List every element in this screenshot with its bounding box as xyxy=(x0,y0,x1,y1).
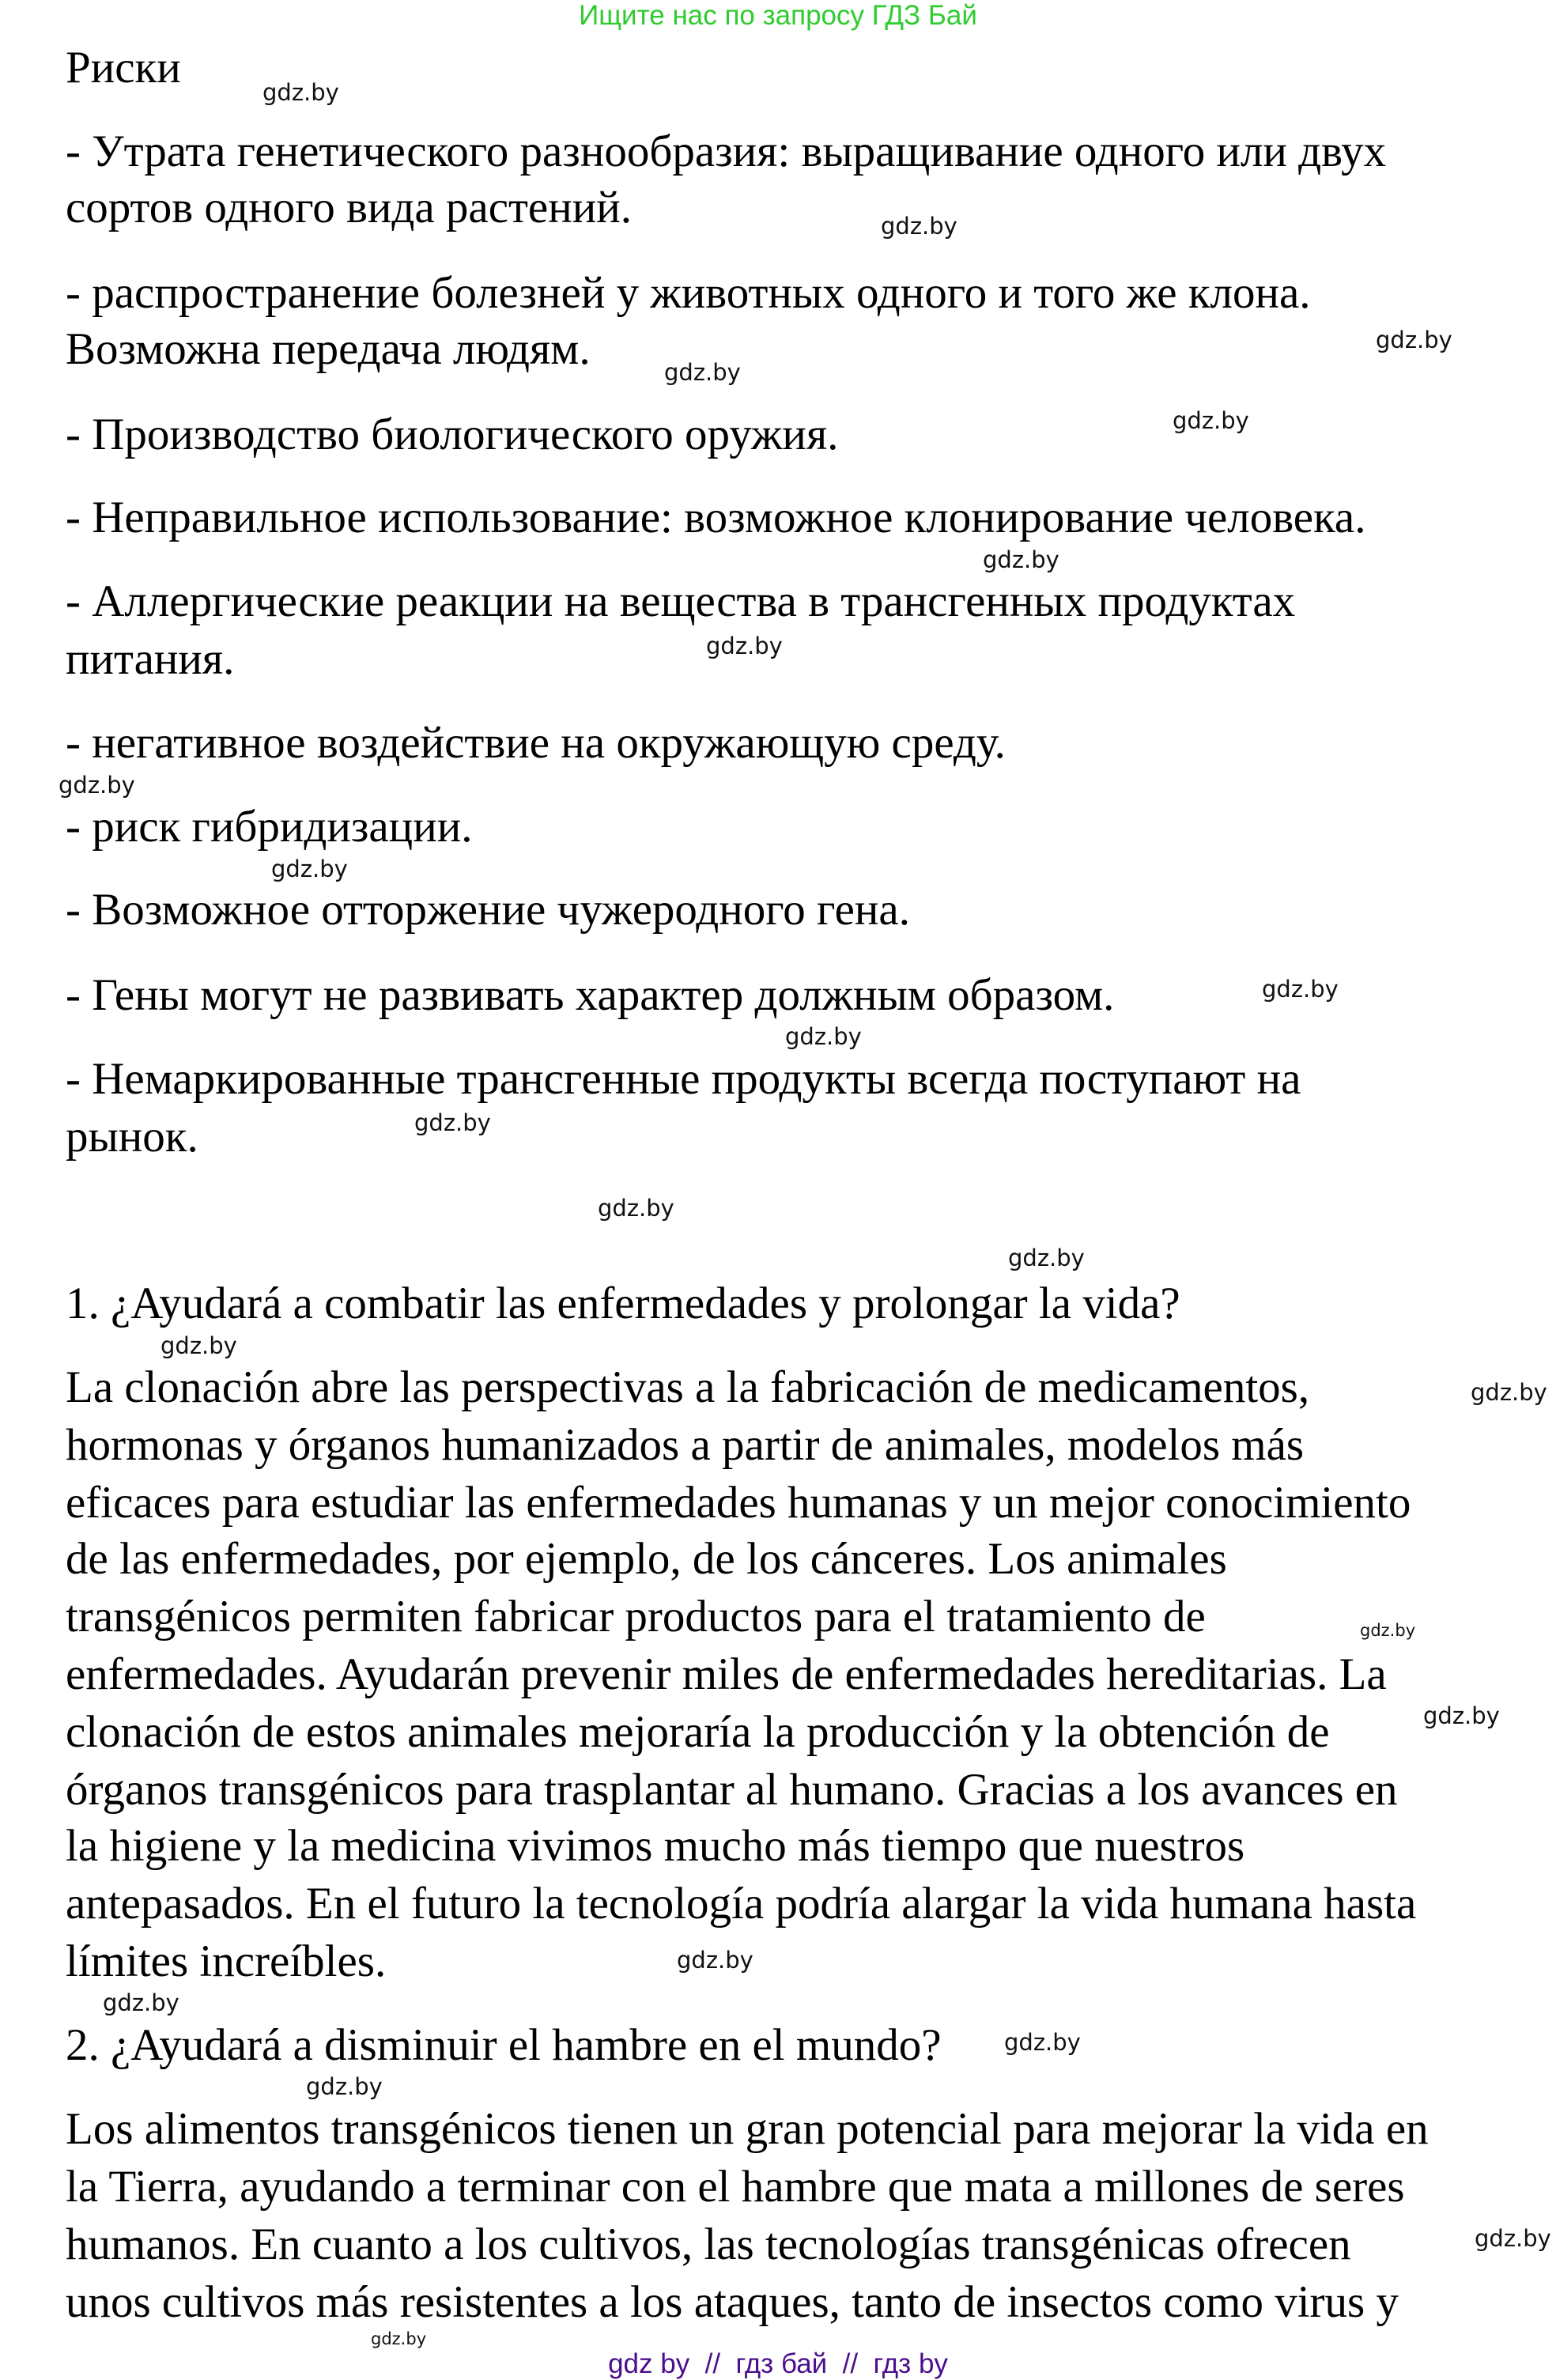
text-line: antepasados. En el futuro la tecnología podría alargar la vida humana hasta xyxy=(66,1879,1417,1929)
watermark: gdz.by xyxy=(371,2329,427,2348)
text-line: límites increíbles. xyxy=(66,1936,387,1986)
text-line: eficaces para estudiar las enfermedades humanas y un mejor conocimiento xyxy=(66,1478,1411,1528)
text-line: - Производство биологического оружия. xyxy=(66,410,839,459)
watermark: gdz.by xyxy=(103,1989,179,2016)
watermark: gdz.by xyxy=(1376,327,1452,353)
question-heading: 2. ¿Ayudará a disminuir el hambre en el mundo? xyxy=(66,2020,942,2070)
text-line: clonación de estos animales mejoraría la producción y la obtención de xyxy=(66,1707,1330,1757)
text-line: Возможна передача людям. xyxy=(66,324,591,374)
text-line: - Гены могут не развивать характер должным образом. xyxy=(66,970,1115,1020)
watermark: gdz.by xyxy=(161,1332,237,1359)
watermark: gdz.by xyxy=(1475,2225,1551,2252)
text-line: la Tierra, ayudando a terminar con el hambre que mata a millones de seres xyxy=(66,2162,1405,2212)
text-line: órganos transgénicos para trasplantar al humano. Gracias a los avances en xyxy=(66,1765,1398,1815)
text-line: unos cultivos más resistentes a los ataques, tanto de insectos como virus y xyxy=(66,2277,1399,2327)
search-banner: Ищите нас по запросу ГДЗ Бай xyxy=(579,0,977,31)
watermark: gdz.by xyxy=(1262,976,1339,1003)
watermark: gdz.by xyxy=(664,359,741,386)
watermark: gdz.by xyxy=(1004,2029,1081,2056)
section-title: Риски xyxy=(66,43,181,93)
text-line: La clonación abre las perspectivas a la fabricación de medicamentos, xyxy=(66,1362,1310,1412)
text-line: - риск гибридизации. xyxy=(66,802,473,852)
watermark: gdz.by xyxy=(1008,1245,1085,1271)
watermark: gdz.by xyxy=(414,1109,491,1136)
watermark: gdz.by xyxy=(706,633,783,659)
watermark: gdz.by xyxy=(262,79,339,106)
watermark: gdz.by xyxy=(881,213,957,240)
watermark: gdz.by xyxy=(59,772,135,799)
text-line: la higiene y la medicina vivimos mucho más tiempo que nuestros xyxy=(66,1821,1245,1871)
watermark: gdz.by xyxy=(785,1023,862,1050)
question-heading: 1. ¿Ayudará a combatir las enfermedades y prolongar la vida? xyxy=(66,1279,1180,1328)
text-line: рынок. xyxy=(66,1112,198,1162)
watermark: gdz.by xyxy=(306,2073,383,2100)
text-line: - Возможное отторжение чужеродного гена. xyxy=(66,885,910,935)
watermark: gdz.by xyxy=(1360,1621,1416,1640)
footer-links: gdz by // гдз бай // гдз by xyxy=(608,2348,948,2379)
watermark: gdz.by xyxy=(1471,1379,1547,1406)
text-line: сортов одного вида растений. xyxy=(66,183,632,232)
text-line: de las enfermedades, por ejemplo, de los cánceres. Los animales xyxy=(66,1534,1227,1584)
text-line: - негативное воздействие на окружающую среду. xyxy=(66,718,1006,768)
text-line: - Утрата генетического разнообразия: выращивание одного или двух xyxy=(66,127,1387,176)
text-line: питания. xyxy=(66,634,235,684)
text-line: - Немаркированные трансгенные продукты всегда поступают на xyxy=(66,1054,1301,1104)
watermark: gdz.by xyxy=(598,1195,674,1222)
watermark: gdz.by xyxy=(677,1947,753,1974)
watermark: gdz.by xyxy=(1423,1702,1500,1729)
text-line: Los alimentos transgénicos tienen un gran potencial para mejorar la vida en xyxy=(66,2104,1429,2154)
watermark: gdz.by xyxy=(1173,407,1249,434)
text-line: - Неправильное использование: возможное клонирование человека. xyxy=(66,493,1366,542)
text-line: transgénicos permiten fabricar productos para el tratamiento de xyxy=(66,1592,1206,1641)
watermark: gdz.by xyxy=(271,856,348,882)
text-line: humanos. En cuanto a los cultivos, las tecnologías transgénicas ofrecen xyxy=(66,2219,1351,2269)
text-line: - Аллергические реакции на вещества в трансгенных продуктах xyxy=(66,576,1296,626)
text-line: hormonas y órganos humanizados a partir de animales, modelos más xyxy=(66,1420,1305,1470)
watermark: gdz.by xyxy=(983,546,1059,573)
text-line: - распространение болезней у животных одного и того же клона. xyxy=(66,268,1311,318)
text-line: enfermedades. Ayudarán prevenir miles de enfermedades hereditarias. La xyxy=(66,1649,1387,1699)
